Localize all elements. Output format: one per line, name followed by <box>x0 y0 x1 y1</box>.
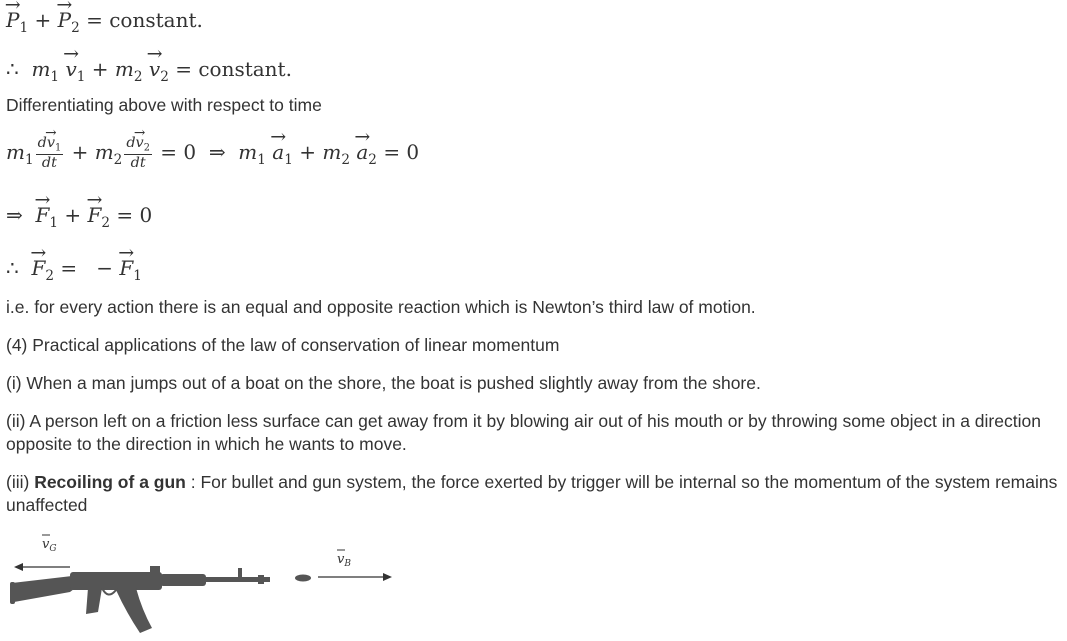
equation-mass-velocity: ∴ $m_1 \to v_1 + m_2 \to v_2$ = constant. <box>6 57 292 85</box>
right-arrow-icon <box>318 573 392 581</box>
eq1-rhs: constant. <box>109 8 203 32</box>
recoil-figure <box>0 530 420 641</box>
gun-velocity-label <box>42 535 57 554</box>
item3-rest: : For bullet and gun system, the force exerted by trigger will be internal so the momentum of the system remains unaffected <box>6 472 1058 515</box>
bullet-icon <box>295 575 311 582</box>
item3-prefix: (iii) <box>6 472 35 492</box>
item3-bold: Recoiling of a gun <box>34 472 186 492</box>
eq4-rhs: 0 <box>139 203 153 227</box>
equation-force-sum: ⇒ → $F_1$ + → $F_2 = 0$ <box>6 203 152 231</box>
section4-heading: (4) Practical applications of the law of conservation of linear momentum <box>6 335 560 355</box>
equation-action-reaction: ∴ → $F_2$ = − → $F_1$ <box>6 256 142 284</box>
left-arrow-icon <box>14 563 70 571</box>
bullet-velocity-label <box>337 550 351 569</box>
svg-text:vB: $v_B$ <box>337 552 351 569</box>
item1-text: (i) When a man jumps out of a boat on the shore, the boat is pushed slightly away from the shore. <box>6 373 761 393</box>
third-law-text: i.e. for every action there is an equal and opposite reaction which is Newton’s third law of motion. <box>6 297 756 317</box>
eq2-rhs: constant. <box>198 57 292 81</box>
equation-derivative: $m_1$ $\frac{d\to v_1}{dt}$ + $m_2$ $\frac{d\to v_2}{dt}$ = 0 ⇒ $m_1 \to a_1 + m_2 \to a_2 = 0$ <box>6 135 419 172</box>
equation-momentum-sum: → $P_1$ + → $P_2$ = constant. <box>6 8 203 36</box>
differentiating-text: Differentiating above with respect to time <box>6 95 322 115</box>
svg-text:vG: $v_G$ <box>42 537 57 554</box>
item3-text <box>6 471 1058 517</box>
rifle-icon <box>10 566 270 633</box>
item2-text: (ii) A person left on a friction less surface can get away from it by blowing air out of his mouth or by throwing some object in a direction opposite to the direction in which he wants to move. <box>6 411 1041 454</box>
